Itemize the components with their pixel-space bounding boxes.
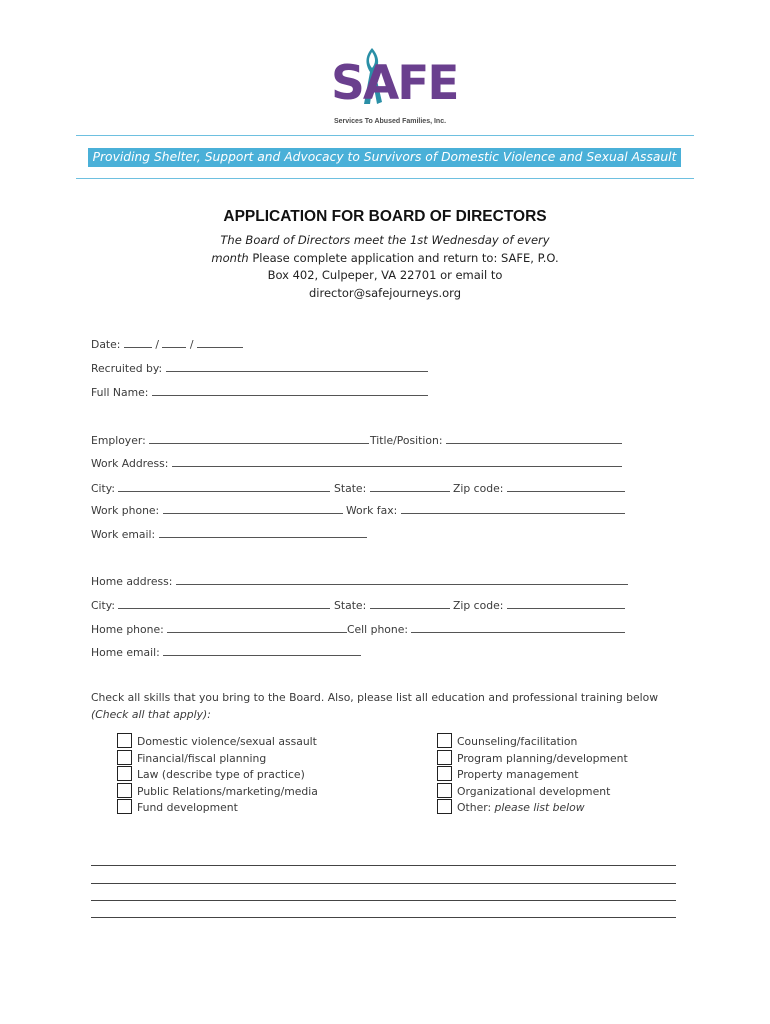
work-zip-field[interactable] xyxy=(507,480,625,492)
employer-label: Employer: xyxy=(91,434,146,447)
employer-row xyxy=(91,432,369,448)
home-city-field[interactable] xyxy=(118,597,330,609)
subtitle-italic: The Board of Directors meet the 1st Wednesday of every month xyxy=(211,233,550,265)
checkbox[interactable] xyxy=(437,783,452,798)
recruited-field[interactable] xyxy=(166,360,428,372)
zip-label: Zip code: xyxy=(453,482,504,495)
skill-label: Property management xyxy=(457,768,579,781)
home-address-label: Home address: xyxy=(91,575,173,588)
home-city-row xyxy=(91,597,330,613)
page-subtitle xyxy=(210,232,560,302)
skill-checkbox-other[interactable] xyxy=(437,799,585,815)
checkbox[interactable] xyxy=(117,766,132,781)
date-year-field[interactable] xyxy=(197,336,243,348)
home-phone-row xyxy=(91,621,347,637)
home-state-row xyxy=(334,597,450,613)
work-phone-label: Work phone: xyxy=(91,504,160,517)
checkbox[interactable] xyxy=(437,766,452,781)
cell-phone-row xyxy=(347,621,625,637)
work-fax-field[interactable] xyxy=(401,502,625,514)
other-hint: please list below xyxy=(494,801,585,814)
title-position-row xyxy=(370,432,622,448)
title-position-field[interactable] xyxy=(446,432,622,444)
cell-phone-label: Cell phone: xyxy=(347,623,409,636)
training-line[interactable] xyxy=(91,883,676,884)
home-email-label: Home email: xyxy=(91,646,160,659)
zip-label: Zip code: xyxy=(453,599,504,612)
checkbox[interactable] xyxy=(437,750,452,765)
recruited-row xyxy=(91,360,428,376)
employer-field[interactable] xyxy=(149,432,369,444)
home-phone-label: Home phone: xyxy=(91,623,164,636)
home-email-row xyxy=(91,644,361,660)
work-email-label: Work email: xyxy=(91,528,156,541)
other-label: Other: xyxy=(457,801,495,814)
skill-label: Financial/fiscal planning xyxy=(137,752,267,765)
training-line[interactable] xyxy=(91,917,676,918)
home-zip-field[interactable] xyxy=(507,597,625,609)
home-address-row xyxy=(91,573,628,589)
safe-logo xyxy=(331,44,458,128)
top-rule xyxy=(76,135,694,136)
skill-checkbox-item[interactable] xyxy=(437,750,628,766)
work-zip-row xyxy=(453,480,625,496)
skill-checkbox-item[interactable] xyxy=(117,733,317,749)
date-separator: / xyxy=(189,338,194,351)
skill-checkbox-item[interactable] xyxy=(117,766,305,782)
skills-intro-text: Check all skills that you bring to the Board. Also, please list all education and professional training below xyxy=(91,691,659,704)
logo-tagline: Services To Abused Families, Inc. xyxy=(334,118,447,125)
page-title: APPLICATION FOR BOARD OF DIRECTORS xyxy=(223,208,547,225)
skill-checkbox-item[interactable] xyxy=(437,783,610,799)
cell-phone-field[interactable] xyxy=(411,621,625,633)
home-phone-field[interactable] xyxy=(167,621,347,633)
work-email-row xyxy=(91,526,367,542)
work-city-row xyxy=(91,480,330,496)
work-fax-row xyxy=(346,502,625,518)
city-label: City: xyxy=(91,482,116,495)
date-month-field[interactable] xyxy=(124,336,152,348)
skill-label: Law (describe type of practice) xyxy=(137,768,305,781)
home-state-field[interactable] xyxy=(370,597,450,609)
training-line[interactable] xyxy=(91,900,676,901)
work-city-field[interactable] xyxy=(118,480,330,492)
checkbox[interactable] xyxy=(117,750,132,765)
home-address-field[interactable] xyxy=(176,573,628,585)
date-row xyxy=(91,336,243,352)
skill-checkbox-item[interactable] xyxy=(437,733,577,749)
work-address-field[interactable] xyxy=(172,455,622,467)
skill-checkbox-item[interactable] xyxy=(117,799,238,815)
checkbox[interactable] xyxy=(117,733,132,748)
skill-label: Program planning/development xyxy=(457,752,628,765)
work-email-field[interactable] xyxy=(159,526,367,538)
work-address-row xyxy=(91,455,622,471)
skill-label: Fund development xyxy=(137,801,238,814)
training-line[interactable] xyxy=(91,865,676,866)
skill-label: Counseling/facilitation xyxy=(457,735,578,748)
city-label: City: xyxy=(91,599,116,612)
work-phone-field[interactable] xyxy=(163,502,343,514)
bottom-rule xyxy=(76,178,694,179)
work-phone-row xyxy=(91,502,343,518)
skills-instructions xyxy=(91,689,681,723)
subtitle-plain: Please complete application and return to: SAFE, P.O. Box 402, Culpeper, VA 22701 or email to director@safejourneys.org xyxy=(248,250,559,300)
work-state-field[interactable] xyxy=(370,480,450,492)
full-name-row xyxy=(91,384,428,400)
home-email-field[interactable] xyxy=(163,644,361,656)
skill-checkbox-item[interactable] xyxy=(437,766,578,782)
date-label: Date: xyxy=(91,338,121,351)
work-state-row xyxy=(334,480,450,496)
home-zip-row xyxy=(453,597,625,613)
date-separator: / xyxy=(155,338,159,351)
logo-wordmark: SAFE xyxy=(331,56,458,111)
title-position-label: Title/Position: xyxy=(370,434,443,447)
work-fax-label: Work fax: xyxy=(346,504,398,517)
skill-label: Public Relations/marketing/media xyxy=(137,785,318,798)
recruited-label: Recruited by: xyxy=(91,362,163,375)
date-day-field[interactable] xyxy=(162,336,186,348)
skills-intro-note: (Check all that apply): xyxy=(91,708,211,721)
checkbox[interactable] xyxy=(117,799,132,814)
skill-label: Domestic violence/sexual assault xyxy=(137,735,317,748)
skill-checkbox-item[interactable] xyxy=(117,750,266,766)
state-label: State: xyxy=(334,599,367,612)
skill-checkbox-item[interactable] xyxy=(117,783,318,799)
checkbox[interactable] xyxy=(437,733,452,748)
mission-banner: Providing Shelter, Support and Advocacy to Survivors of Domestic Violence and Sexual Assault xyxy=(88,148,681,167)
checkbox[interactable] xyxy=(117,783,132,798)
full-name-label: Full Name: xyxy=(91,386,149,399)
full-name-field[interactable] xyxy=(152,384,428,396)
checkbox[interactable] xyxy=(437,799,452,814)
skill-label: Organizational development xyxy=(457,785,611,798)
work-address-label: Work Address: xyxy=(91,457,169,470)
state-label: State: xyxy=(334,482,367,495)
